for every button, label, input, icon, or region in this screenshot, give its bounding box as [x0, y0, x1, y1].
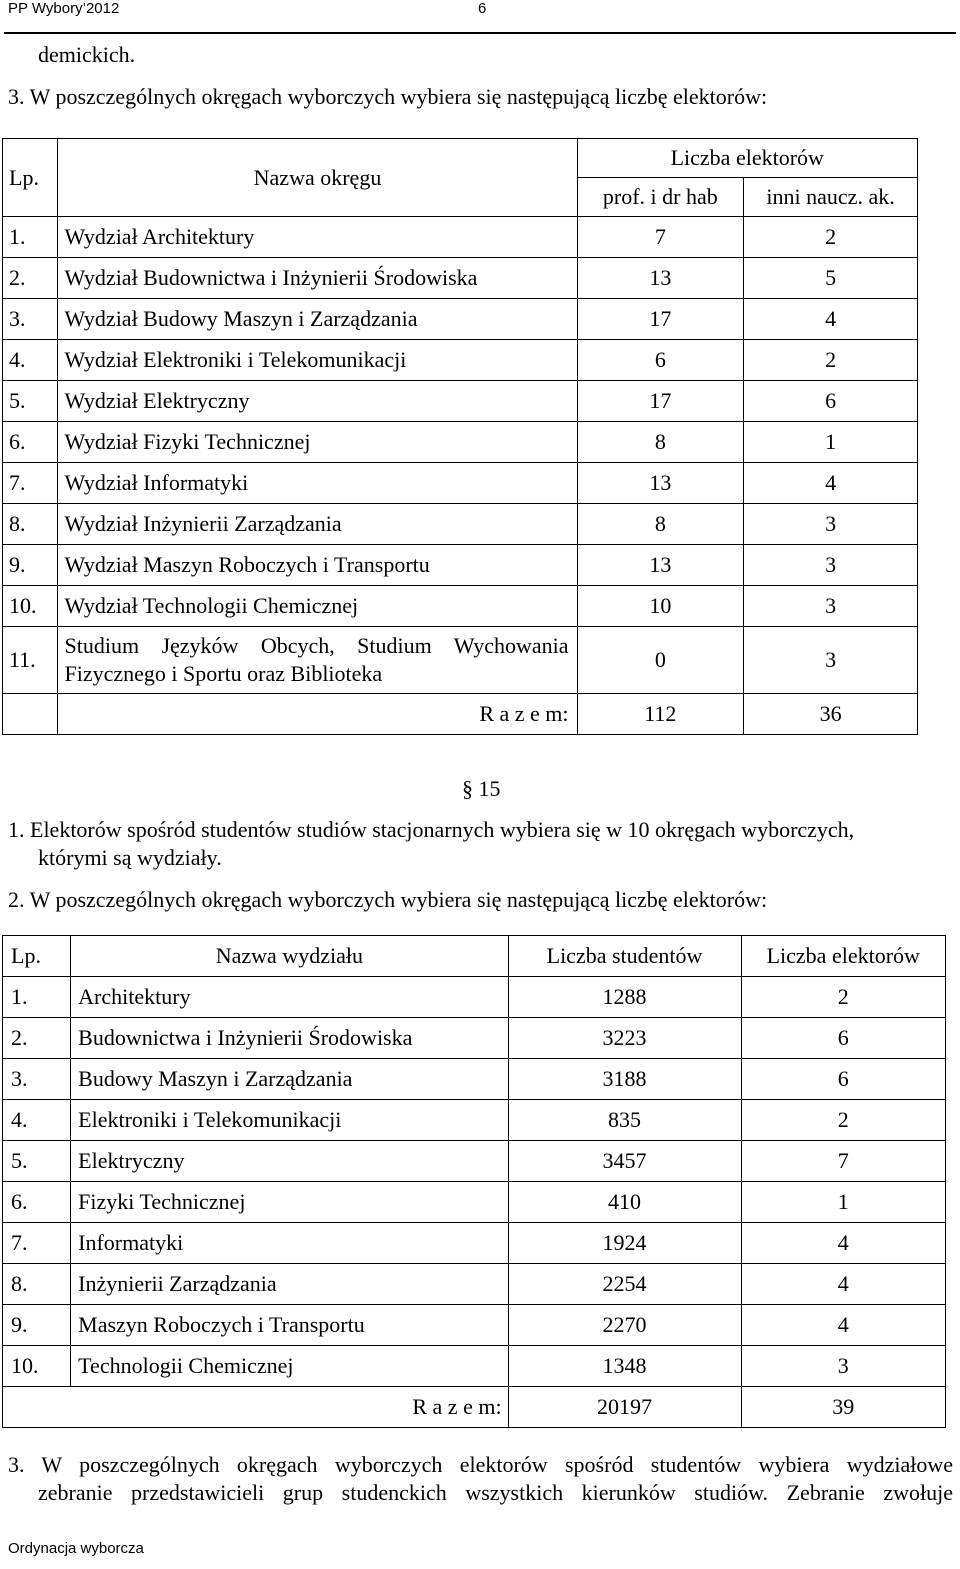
row-electors: 7	[741, 1141, 946, 1182]
row-lp: 5.	[3, 1141, 71, 1182]
row-lp: 8.	[3, 1264, 71, 1305]
header-prof: prof. i dr hab	[577, 178, 744, 217]
row-name: Technologii Chemicznej	[71, 1346, 508, 1387]
row-prof: 6	[577, 340, 744, 381]
row-name: Wydział Budownictwa i Inżynierii Środowiska	[58, 258, 577, 299]
row-name: Wydział Inżynierii Zarządzania	[58, 504, 577, 545]
row-name: Maszyn Roboczych i Transportu	[71, 1305, 508, 1346]
row-lp: 7.	[3, 463, 58, 504]
row-electors: 2	[741, 1100, 946, 1141]
table-row	[3, 1141, 946, 1182]
total-electors: 39	[741, 1387, 946, 1428]
row-lp: 6.	[3, 422, 58, 463]
student-paragraph-1-line1: 1. Elektorów spośród studentów studiów stacjonarnych wybiera się w 10 okręgach wyborczych,	[8, 817, 855, 842]
row-students: 3223	[508, 1018, 741, 1059]
row-prof: 0	[577, 627, 744, 694]
row-other: 3	[744, 504, 918, 545]
table-row	[3, 1100, 946, 1141]
row-name-line2: Fizycznego i Sportu oraz Biblioteka	[64, 661, 383, 686]
header-electors-group: Liczba elektorów	[577, 139, 917, 178]
table-row	[3, 545, 918, 586]
row-electors: 6	[741, 1059, 946, 1100]
header-divider	[4, 32, 956, 34]
table-row	[3, 1346, 946, 1387]
row-students: 1288	[508, 977, 741, 1018]
row-prof: 7	[577, 217, 744, 258]
row-students: 1348	[508, 1346, 741, 1387]
table-row	[3, 299, 918, 340]
row-name-line1: Studium Języków Obcych, Studium Wychowania	[64, 633, 569, 658]
row-lp: 11.	[3, 627, 58, 694]
row-other: 3	[744, 627, 918, 694]
page-header	[8, 0, 956, 22]
row-prof: 8	[577, 504, 744, 545]
row-name: Wydział Architektury	[58, 217, 577, 258]
row-name: Inżynierii Zarządzania	[71, 1264, 508, 1305]
row-lp: 2.	[3, 1018, 71, 1059]
row-lp: 3.	[3, 1059, 71, 1100]
row-students: 835	[508, 1100, 741, 1141]
row-lp: 10.	[3, 1346, 71, 1387]
header-electors: Liczba elektorów	[741, 936, 946, 977]
row-lp: 8.	[3, 504, 58, 545]
row-other: 3	[744, 586, 918, 627]
row-name: Budowy Maszyn i Zarządzania	[71, 1059, 508, 1100]
row-name: Wydział Maszyn Roboczych i Transportu	[58, 545, 577, 586]
header-other: inni naucz. ak.	[744, 178, 918, 217]
table-row	[3, 586, 918, 627]
row-lp: 4.	[3, 1100, 71, 1141]
header-lp: Lp.	[3, 139, 58, 217]
total-other: 36	[744, 694, 918, 735]
student-paragraph-2: 2. W poszczególnych okręgach wyborczych wybiera się następującą liczbę elektorów:	[8, 887, 768, 912]
row-students: 2254	[508, 1264, 741, 1305]
row-students: 2270	[508, 1305, 741, 1346]
row-lp: 10.	[3, 586, 58, 627]
row-other: 4	[744, 299, 918, 340]
row-electors: 4	[741, 1305, 946, 1346]
row-students: 410	[508, 1182, 741, 1223]
table-row	[3, 1305, 946, 1346]
row-electors: 6	[741, 1018, 946, 1059]
row-prof: 10	[577, 586, 744, 627]
row-electors: 4	[741, 1223, 946, 1264]
intro-paragraph-3: 3. W poszczególnych okręgach wyborczych wybiera się następującą liczbę elektorów:	[8, 84, 768, 109]
electors-by-district-table	[2, 138, 918, 735]
row-name: Elektryczny	[71, 1141, 508, 1182]
table-header-row	[3, 936, 946, 977]
total-label: R a z e m:	[58, 694, 577, 735]
row-lp: 5.	[3, 381, 58, 422]
table-row	[3, 463, 918, 504]
row-lp: 2.	[3, 258, 58, 299]
row-name: Wydział Fizyki Technicznej	[58, 422, 577, 463]
row-students: 3188	[508, 1059, 741, 1100]
row-name: Fizyki Technicznej	[71, 1182, 508, 1223]
row-name: Wydział Technologii Chemicznej	[58, 586, 577, 627]
row-other: 5	[744, 258, 918, 299]
row-other: 2	[744, 217, 918, 258]
row-name: Architektury	[71, 977, 508, 1018]
table-row	[3, 258, 918, 299]
row-name: Wydział Budowy Maszyn i Zarządzania	[58, 299, 577, 340]
document-title: PP Wybory’2012	[8, 0, 120, 17]
row-students: 1924	[508, 1223, 741, 1264]
row-lp: 4.	[3, 340, 58, 381]
row-lp: 1.	[3, 217, 58, 258]
header-students: Liczba studentów	[508, 936, 741, 977]
row-prof: 13	[577, 545, 744, 586]
row-lp: 6.	[3, 1182, 71, 1223]
row-name: Elektroniki i Telekomunikacji	[71, 1100, 508, 1141]
row-other: 6	[744, 381, 918, 422]
row-name	[58, 627, 577, 694]
row-lp: 3.	[3, 299, 58, 340]
row-prof: 17	[577, 381, 744, 422]
table-row	[3, 1223, 946, 1264]
row-students: 3457	[508, 1141, 741, 1182]
table-row	[3, 217, 918, 258]
table-row	[3, 1018, 946, 1059]
row-prof: 13	[577, 258, 744, 299]
table-row	[3, 504, 918, 545]
row-lp: 9.	[3, 545, 58, 586]
row-lp: 1.	[3, 977, 71, 1018]
table-row	[3, 1059, 946, 1100]
row-electors: 3	[741, 1346, 946, 1387]
row-lp: 7.	[3, 1223, 71, 1264]
total-row	[3, 1387, 946, 1428]
table-row	[3, 422, 918, 463]
total-prof: 112	[577, 694, 744, 735]
row-prof: 17	[577, 299, 744, 340]
row-prof: 8	[577, 422, 744, 463]
student-electors-table	[2, 935, 946, 1428]
section-mark: § 15	[462, 776, 501, 801]
header-faculty-name: Nazwa wydziału	[71, 936, 508, 977]
page-footer: Ordynacja wyborcza	[8, 1540, 144, 1557]
row-electors: 1	[741, 1182, 946, 1223]
table-row	[3, 381, 918, 422]
table-row	[3, 977, 946, 1018]
header-district-name: Nazwa okręgu	[58, 139, 577, 217]
row-name: Budownictwa i Inżynierii Środowiska	[71, 1018, 508, 1059]
intro-continuation: demickich.	[38, 42, 136, 67]
table-row	[3, 1182, 946, 1223]
row-other: 1	[744, 422, 918, 463]
table-row	[3, 1264, 946, 1305]
total-empty-cell	[3, 694, 58, 735]
row-electors: 2	[741, 977, 946, 1018]
row-lp: 9.	[3, 1305, 71, 1346]
row-name: Wydział Elektroniki i Telekomunikacji	[58, 340, 577, 381]
row-other: 2	[744, 340, 918, 381]
row-other: 3	[744, 545, 918, 586]
header-lp: Lp.	[3, 936, 71, 977]
table-row	[3, 340, 918, 381]
total-students: 20197	[508, 1387, 741, 1428]
total-row	[3, 694, 918, 735]
closing-paragraph-line2: zebranie przedstawicieli grup studenckich wszystkich kierunków studiów. Zebranie zwołuje	[38, 1480, 953, 1505]
row-prof: 13	[577, 463, 744, 504]
closing-paragraph-line1: 3. W poszczególnych okręgach wyborczych elektorów spośród studentów wybiera wydziałowe	[8, 1452, 953, 1477]
table-row	[3, 627, 918, 694]
row-name: Informatyki	[71, 1223, 508, 1264]
page-number: 6	[478, 0, 487, 17]
student-paragraph-1-line2: którymi są wydziały.	[38, 845, 222, 870]
total-label: R a z e m:	[3, 1387, 509, 1428]
row-electors: 4	[741, 1264, 946, 1305]
row-name: Wydział Informatyki	[58, 463, 577, 504]
row-name: Wydział Elektryczny	[58, 381, 577, 422]
row-other: 4	[744, 463, 918, 504]
